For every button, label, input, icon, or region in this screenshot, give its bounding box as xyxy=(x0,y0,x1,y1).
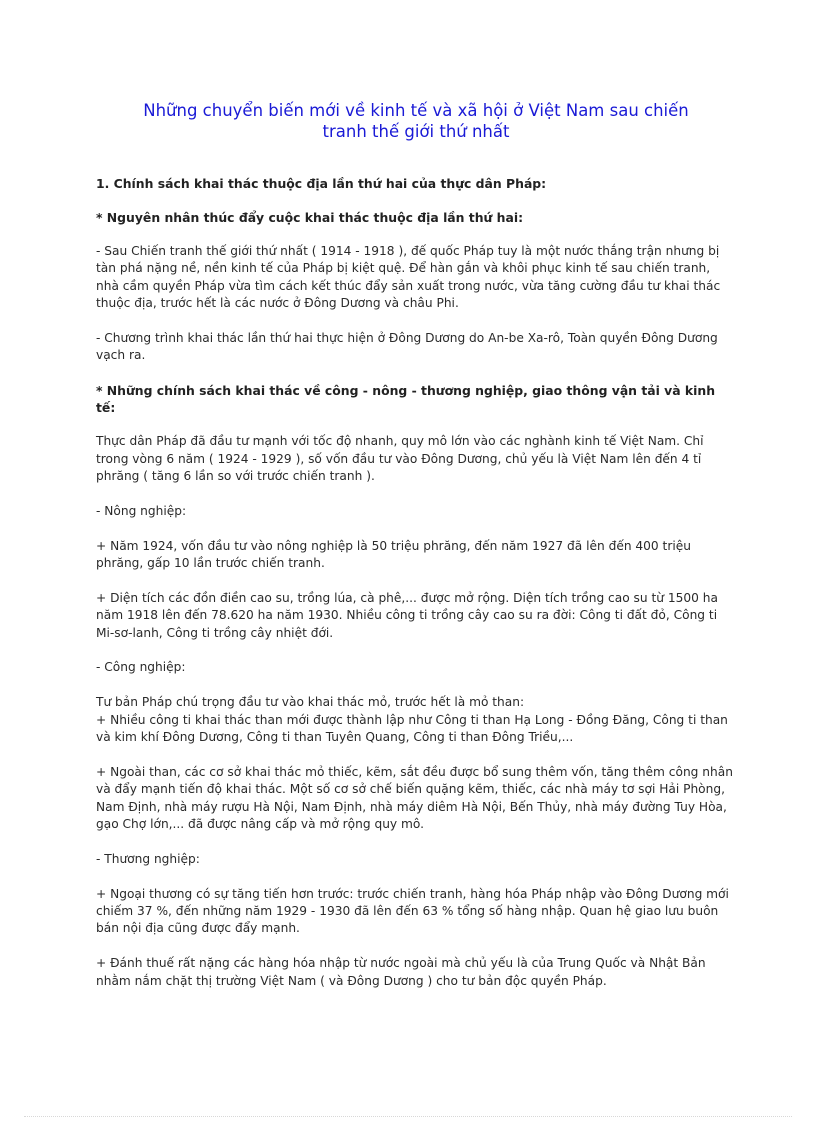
paragraph-commerce-1: + Ngoại thương có sự tăng tiến hơn trước: trước chiến tranh, hàng hóa Pháp nhập vào Đông Dương mới chiếm 37 %, đến những năm 1929 - 1930 đã lên đến 63 % tổng số hàng nhập. Quan hệ giao lưu buôn bán nội địa cũng được đẩy mạnh. xyxy=(96,886,729,936)
label-agriculture: - Nông nghiệp: xyxy=(96,503,187,518)
section-heading-1: 1. Chính sách khai thác thuộc địa lần thứ hai của thực dân Pháp: xyxy=(96,176,547,191)
paragraph-agriculture-2: + Diện tích các đồn điền cao su, trồng lúa, cà phê,... được mở rộng. Diện tích trồng cao su từ 1500 ha năm 1918 lên đến 78.620 ha năm 1930. Nhiều công ti trồng cây cao su ra đời: Công ti đất đỏ, Công ti Mi-sơ-lanh, Công ti trồng cây nhiệt đới. xyxy=(96,590,718,640)
paragraph-industry-1: + Nhiều công ti khai thác than mới được thành lập như Công ti than Hạ Long - Đồng Đăng, Công ti than và kim khí Đông Dương, Công ti than Tuyên Quang, Công ti than Đông Triều,... xyxy=(96,712,728,745)
label-industry: - Công nghiệp: xyxy=(96,660,186,675)
document-title xyxy=(96,100,736,142)
paragraph-industry-intro: Tư bản Pháp chú trọng đầu tư vào khai thác mỏ, trước hết là mỏ than: xyxy=(96,695,525,710)
subheading-causes: * Nguyên nhân thúc đẩy cuộc khai thác thuộc địa lần thứ hai: xyxy=(96,210,524,225)
subheading-policies: * Những chính sách khai thác về công - nông - thương nghiệp, giao thông vận tải và kinh tế: xyxy=(96,383,716,416)
paragraph-commerce-2: + Đánh thuế rất nặng các hàng hóa nhập từ nước ngoài mà chủ yếu là của Trung Quốc và Nhật Bản nhằm nắm chặt thị trường Việt Nam ( và Đông Dương ) cho tư bản độc quyền Pháp. xyxy=(96,956,706,988)
paragraph-investment: Thực dân Pháp đã đầu tư mạnh với tốc độ nhanh, quy mô lớn vào các nghành kinh tế Việt Nam. Chỉ trong vòng 6 năm ( 1924 - 1929 ), số vốn đầu tư vào Đông Dương, chủ yếu là Việt Nam lên đến 4 tỉ phrăng ( tăng 6 lần so với trước chiến tranh ). xyxy=(96,434,704,484)
paragraph-industry-2: + Ngoài than, các cơ sở khai thác mỏ thiếc, kẽm, sắt đều được bổ sung thêm vốn, tăng thêm công nhân và đẩy mạnh tiến độ khai thác. Một số cơ sở chế biến quặng kẽm, thiếc, các nhà máy tơ sợi Hải Phòng, Nam Định, nhà máy rượu Hà Nội, Nam Định, nhà máy diêm Hà Nội, Bến Thủy, nhà máy đường Tuy Hòa, gạo Chợ lớn,... đã được nâng cấp và mở rộng quy mô. xyxy=(96,764,733,832)
label-commerce: - Thương nghiệp: xyxy=(96,851,200,866)
paragraph-causes-1: - Sau Chiến tranh thế giới thứ nhất ( 1914 - 1918 ), đế quốc Pháp tuy là một nước thắng trận nhưng bị tàn phá nặng nề, nền kinh tế của Pháp bị kiệt quệ. Để hàn gắn và khôi phục kinh tế sau chiến tranh, nhà cầm quyền Pháp vừa tìm cách kết thúc đẩy sản xuất trong nước, vừa tăng cường đầu tư khai thác thuộc địa, trước hết là các nước ở Đông Dương và châu Phi. xyxy=(96,244,721,311)
paragraph-agriculture-1: + Năm 1924, vốn đầu tư vào nông nghiệp là 50 triệu phrăng, đến năm 1927 đã lên đến 400 triệu phrăng, gấp 10 lần trước chiến tranh. xyxy=(96,538,691,571)
document-page xyxy=(96,100,736,1007)
title-line-1: Những chuyển biến mới về kinh tế và xã hội ở Việt Nam sau chiến xyxy=(143,101,689,120)
paragraph-causes-2: - Chương trình khai thác lần thứ hai thực hiện ở Đông Dương do An-be Xa-rô, Toàn quyền Đông Dương vạch ra. xyxy=(96,331,718,363)
page-bottom-divider xyxy=(24,1116,792,1117)
title-line-2: tranh thế giới thứ nhất xyxy=(322,122,510,141)
